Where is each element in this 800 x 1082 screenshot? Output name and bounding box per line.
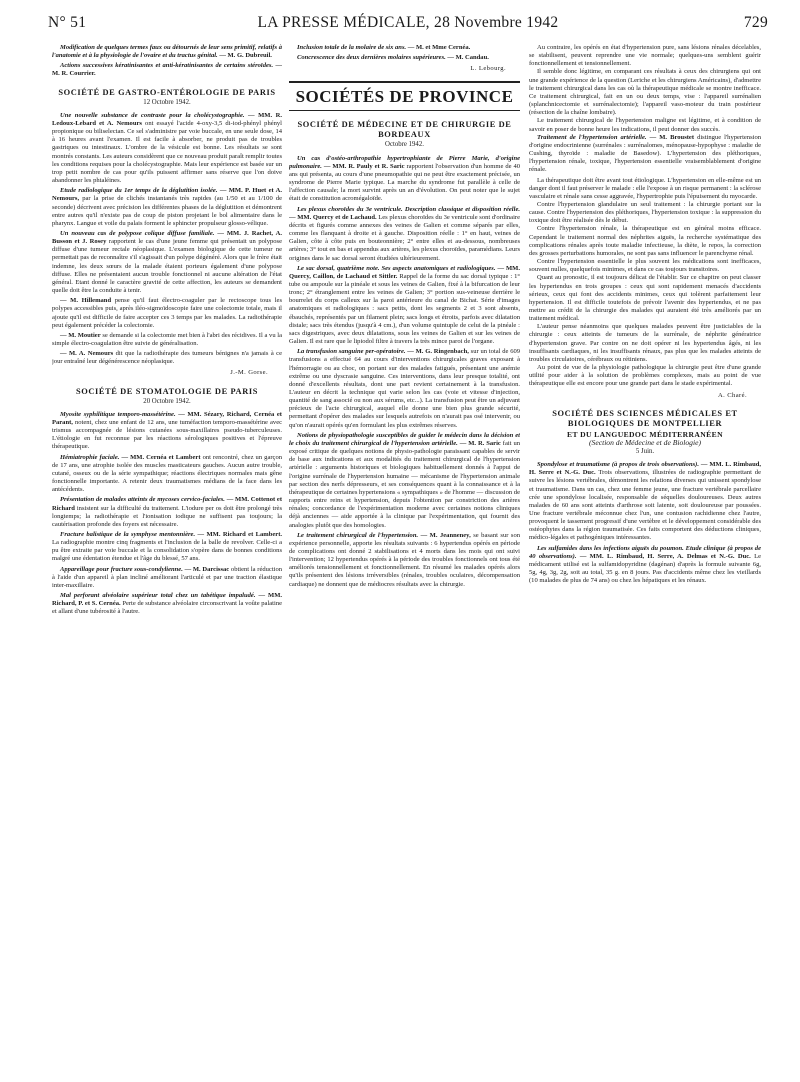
- article-entry: [52, 62, 282, 78]
- society-date-gastro: 12 Octobre 1942.: [143, 98, 191, 106]
- article-authors: — MM. P. Huet et A. Nemours,: [52, 187, 282, 203]
- article-authors: — MM. Cottenot et Richard: [52, 496, 282, 512]
- society-heading-stomatology: SOCIÉTÉ DE STOMATOLOGIE DE PARIS: [76, 386, 258, 396]
- article-entry: [529, 545, 761, 586]
- article-title: Un cas d'ostéo-arthropathie hypertrophiante de Pierre Marie, d'origine pulmonaire.: [289, 154, 520, 170]
- article-entry: [52, 531, 282, 564]
- article-title: Les sulfamides dans les infections aiguës du poumon. Etude clinique (à propos de 40 observations).: [529, 544, 761, 560]
- article-text: sur un total de 609 transfusions a effectué 64 au cours d'interventions chirurgicales graves exposant à l'hémorragie ou au choc, on portant sur des malades fatigués, présentant une anémie extrême ou une dyscrasie sanguine. Ces interventions, dans leur presque totalité, ont donné d'excellents résultats, dont une part revient certainement à la transfusion. L'auteur en décrit la technique qui varie selon les cas (voie et vitesse d'injection, quantité de sang associé ou non aux sérums, etc...). La transfusion peut être un adjuvant précieux de l'acte chirurgical, auquel elle donne une bien plus grande sécurité, permettant d'opérer des malades sur lesquels autrefois on n'aurait pas osé intervenir, ou qu'on n'aurait opérés qu'en formulant les plus extrêmes réserves.: [289, 348, 520, 429]
- article-entry: [529, 134, 761, 175]
- article-title: La transfusion sanguine per-opératoire.: [297, 348, 406, 356]
- article-text: insistent sur la difficulté du traitement. L'iodure per os doit être prolongé très longtemps; la radiothérapie et l'ionisation iodique ne suffisent pas toujours; la cautérisation profonde des foyers est nécessaire.: [52, 504, 282, 528]
- article-entry: [529, 461, 761, 543]
- page-number: 729: [743, 14, 768, 31]
- article-authors: — MM. L. Rimbaud, H. Serre et N.-G. Duc.: [529, 461, 761, 477]
- article-entry: [289, 206, 520, 263]
- column-3-lead: [529, 44, 761, 134]
- article-authors: — MM. L. Rimbaud, H. Serre, A. Delmas et N.-G. Duc.: [579, 552, 751, 560]
- paragraph: Contre l'hypertension rénale, la thérapeutique est en général moins efficace. Cependant le traitement normal des néphrites aiguës, la recherche systématique des complications rénales après toute maladie infectieuse, la diète, le repos, la correction des grosses perturbations humorales, ne sont pas sans influencer le parenchyme rénal.: [529, 225, 761, 257]
- journal-title: LA PRESSE MÉDICALE, 28 Novembre 1942: [257, 14, 559, 31]
- article-title: Concrescence des deux dernières molaires supérieures.: [297, 54, 446, 62]
- article-text: La radiographie montre cinq fragments et l'inclusion de la balle de revolver. Celle-ci a pu être extraite par voie buccale et la consolidation s'opère dans de bonnes conditions malgré une édentation étendue et l'âge du blessé, 57 ans.: [52, 539, 282, 563]
- article-entry: [52, 297, 282, 330]
- gastro-entries: [52, 112, 282, 367]
- article-entry: [289, 432, 520, 530]
- bordeaux-entries: [289, 155, 520, 589]
- column-3-entries-a: [529, 134, 761, 175]
- paragraph: La thérapeutique doit être avant tout étiologique. L'hypertension en elle-même est un danger dont il faut préserver le malade : elle l'expose à un risque permanent : la sclérose vasculaire et rénale sans cesse aggravée, l'hypertrophie puis l'épuisement du myocarde.: [529, 176, 761, 200]
- article-title: Le sac dorsal, quatrième note. Ses aspects anatomiques et radiologiques.: [297, 264, 496, 272]
- article-title: Notions de physiopathologie susceptibles de guider le médecin dans la décision et le choix du traitement chirurgical de l'hypertension artérielle.: [289, 431, 520, 447]
- article-authors: — MM. Richard, P. et S. Cernéa.: [52, 592, 282, 608]
- page-header: [48, 14, 768, 38]
- article-authors: — M. R. Saric: [459, 439, 501, 447]
- article-entry: [52, 566, 282, 590]
- column-3-paragraphs: [529, 177, 761, 389]
- article-title: Le traitement chirurgical de l'hypertension.: [297, 531, 419, 539]
- article-text: Perte de substance alvéolaire circonscrivant la voûte palatine et allant d'une tubérosité à l'autre.: [52, 600, 282, 616]
- article-entry: [52, 230, 282, 295]
- column-3: [529, 44, 761, 1076]
- article-text: fait un exposé critique de quelques notions de physio-pathologie paraissant capables de servir de base aux indications et aux modalités du traitement chirurgical de l'hypertension artérielle : arguments historiques et biologiques habituellement donnés à l'appui de l'origine surrénale de l'hypertension humaine — mécanisme de l'hypertension animale par section des nerfs dépresseurs, et ses conséquences quant à la connaissance et à la thérapeutique de certaines hypertensions « sympathiques » de l'homme — discussion de rapports entre reins et hypertension, depuis l'obtention par constriction des artères rénales; concordance de l'expérimentation moderne avec certaines notions cliniques déjà anciennes — aide apportée à la clinique par l'expérimentation, qui fournit des analogies plutôt que des homologies.: [289, 439, 520, 529]
- article-title: Les plexus choroïdes du 3e ventricule. Description classique et disposition réelle.: [297, 205, 520, 213]
- issue-number: N° 51: [48, 14, 87, 31]
- article-entry: [289, 44, 520, 52]
- article-text: distingue l'hypertension d'origine endocrinienne (surrénales : surrénalomes, ménopause-hypophyse : maladie de Cushing, thyroïde : maladie de Basedow). L'hypertension des pléthoriques, l'hypertension rénale, toxique, l'hypertension essentielle vraisemblablement d'origine rénale.: [529, 133, 761, 174]
- paragraph: Il semble donc légitime, en comparant ces résultats à ceux des chirurgiens qui ont une grande expérience de la question (Leriche et les chirurgiens Américains), d'admettre le traitement chirurgical dans les cas où la thérapeutique médicale se montre inefficace. Ce traitement chirurgical, fait en un ou deux temps, vise : l'appareil surrénalien (splanchnicectomie et surrénalectomie); l'appareil vaso-moteur du train postérieur (résection de la chaîne lombaire).: [529, 68, 761, 117]
- society-date-stomatology: 20 Octobre 1942.: [143, 397, 191, 405]
- article-text: obtient la réduction à l'aide d'un appareil à plan incliné améliorant l'articulé et par une traction élastique inter-maxillaire.: [52, 565, 282, 589]
- article-text: par la prise de clichés instantanés très rapides (au 1/50 et au 1/100 de seconde) décrivent avec précision les différentes phases de la déglutition et démontrent entre autres qu'il n'existe pas de coup de piston projetant le bol alimentaire dans le pharynx. Langue et voile du palais forment le sphincter propulseur glosso-vélique.: [52, 195, 282, 227]
- society-section-montpellier: (Section de Médecine et de Biologie): [589, 437, 701, 447]
- column-1: [52, 44, 282, 1076]
- society-date-bordeaux: Octobre 1942.: [385, 141, 424, 149]
- article-title: Spondylose et traumatisme (à propos de trois observations).: [537, 461, 699, 469]
- article-title: Une nouvelle substance de contraste pour la cholécystographie.: [60, 111, 245, 119]
- article-text: pense qu'il faut électro-coaguler par le rectoscope tous les polypes accessibles puis, après iléo-sigmoïdoscopie faire une colectomie totale, mais il ajoute qu'il est difficile de faire accepter ces 3 temps par les malades. La radiothérapie peut également précéder la colectomie.: [52, 297, 282, 329]
- article-authors: — M. Candau.: [447, 54, 489, 62]
- article-entry: [289, 348, 520, 430]
- article-entry: [52, 112, 282, 185]
- article-entry: [52, 350, 282, 366]
- article-title: Modification de quelques termes faux ou détournés de leur sens primitif, relatifs à l'anatomie et à la physiologie de l'ovaire et du tractus génital.: [52, 44, 282, 60]
- article-authors: — MM. Quercy et de Lachaud.: [289, 213, 377, 221]
- article-authors: — MM. Cernéa et Lambert: [121, 453, 201, 461]
- article-title: Etude radiologique du 1er temps de la déglutition isolée.: [60, 187, 218, 195]
- article-entry: [52, 411, 282, 452]
- article-authors: — M. et Mme Cernéa.: [407, 44, 471, 51]
- article-entry: [52, 454, 282, 495]
- society-date-montpellier: 5 Juin.: [635, 447, 655, 455]
- article-text: rapportent le cas d'une jeune femme qui présentait un polypose diffuse d'une tumeur rectale néoplasique. L'examen biologique de cette tumeur ne permettait pas de reconnaître s'il s'agissait d'un polype dégénéré. Alors que le frère était indemne, les deux sœurs de la malade étaient porteurs également d'une polypose diffuse. Elles ne présentaient aucun trouble fonctionnel ni aucune altération de l'état général. Etant donné le caractère gravité de cette affection, les auteurs se demandent quelle doit être la conduite à tenir.: [52, 238, 282, 295]
- article-authors: — M. Broustet: [649, 133, 695, 141]
- article-text: notent, chez une enfant de 12 ans, une tuméfaction temporo-massétérine avec trismus accompagnée de lésions cutanées sous-maxillaires pseudo-tuberculeuses. L'étiologie en fut reconnue par les réactions sérologiques positives et l'épreuve thérapeutique.: [52, 418, 282, 451]
- article-text: ont rencontré, chez un garçon de 17 ans, une atrophie isolée des muscles masticateurs gauches. Aucun autre trouble, cutané, osseux ou de la série sympathique; réactions électriques normales mais gêne fonctionnelle importante. A retenir deux traumatismes médians de la face dans les antécédents.: [52, 453, 282, 494]
- section-banner: SOCIÉTÉS DE PROVINCE: [289, 81, 520, 111]
- society-subheading-montpellier: ET DU LANGUEDOC MÉDITERRANÉEN: [567, 429, 723, 439]
- article-authors: — MM. Sézary, Richard, Cernéa et Parant,: [52, 410, 282, 426]
- article-title: Fracture balistique de la symphyse mentonnière.: [60, 530, 196, 538]
- montpellier-entries: [529, 461, 761, 585]
- article-entry: [289, 532, 520, 589]
- column-2-top-entries: [289, 44, 520, 62]
- article-title: Myosite syphilitique temporo-massétérine.: [60, 410, 176, 418]
- article-text: dit que la radiothérapie des tumeurs bénignes n'a jamais à ce jour entraîné leur dégénérescence néoplasique.: [52, 350, 282, 366]
- article-authors: — M. Darcissac: [184, 565, 230, 573]
- paragraph: Le traitement chirurgical de l'hypertension maligne est légitime, et à condition de savoir en poser de bonne heure les indications, il peut donner des succès.: [529, 117, 761, 133]
- stomatology-entries: [52, 411, 282, 617]
- article-entry: [289, 265, 520, 347]
- article-entry: [52, 496, 282, 529]
- paragraph: Contre l'hypertension essentielle le plus souvent les médications sont inefficaces, souvent nulles, quelquefois minimes, et dans ce cas toujours transitoires.: [529, 258, 761, 274]
- article-authors: — M. G. Ringenbach,: [407, 348, 469, 356]
- article-authors: — M. R. Courrier.: [52, 62, 282, 78]
- article-title: Appareillage pour fracture sous-condylienne.: [60, 565, 183, 573]
- column-2: [289, 44, 520, 1076]
- article-text: rapportent l'observation d'un homme de 40 ans qui présenta, au cours d'une pneumopathie qui ne peut être exactement précisée, un syndrome de Pierre Marie typique. La marche du syndrome fut parallèle à celle de l'affection causale; la mort survint après un an d'évolution. On peut noter que le sujet était de constitution acromégaloïde.: [289, 162, 520, 203]
- article-authors: — MM. R. Pauly et R. Saric: [323, 162, 405, 170]
- article-text: se demande si la colectomie met bien à l'abri des récidives. Il a vu la simple électro-coagulation être suivie de généralisation.: [52, 331, 282, 347]
- article-text: Trois observations, illustrées de radiographie permettant de suivre les lésions vertébrales, démontrent les relations diverses qui unissent spondylose et traumatisme. Dans un cas, chez une femme jeune, une fracture vertébrale parcellaire crée une spondylose localisée, responsable de séquelles douloureuses. Deux autres malades de 60 ans sont atteints d'arthrose soit latente, soit douloureuse par poussées. Une fracture vertébrale méconnue chez l'un, une contusion rachidienne chez l'autre, provoquent le tassement progressif d'une vertèbre et le développement considérable des ostéophytes dans la région traumatisée. Ces faits comportent des déductions cliniques, médico-légales et pathogéniques intéressantes.: [529, 469, 761, 542]
- paragraph: Au point de vue de la physiologie pathologique la chirurgie peut être d'une grande utilité pour aider à la solution de problèmes complexes, mais au point de vue thérapeutique elle est encore pour une grande part dans le stade expérimental.: [529, 364, 761, 388]
- society-heading-gastro: SOCIÉTÉ DE GASTRO-ENTÉROLOGIE DE PARIS: [58, 87, 276, 97]
- article-authors: — MM. R. Ledoux-Lebard et A. Nemours: [52, 111, 282, 127]
- article-entry: [289, 155, 520, 204]
- article-entry: [52, 592, 282, 616]
- paragraph: Quant au pronostic, il est toujours délicat de l'établir. Sur ce chapitre on peut classer les hypertendus en trois groupes : ceux qui sont rapidement menacés d'accidents sérieux, ceux qui font des accidents minimes, ceux qui tolèrent parfaitement leur hypertension. Il est difficile toutefois de prévoir l'avenir des hypertendus, et ne pas mettre au crédit de la chirurgie des malades qui auraient été très améliorés par un traitement médical.: [529, 274, 761, 323]
- article-entry: [52, 332, 282, 348]
- article-authors: — M. A. Nemours: [60, 350, 114, 358]
- column-1-top-entries: [52, 44, 282, 79]
- article-title: Actions successives kératinisantes et anti-kératinisantes de certains stéroïdes.: [60, 62, 274, 70]
- article-entry: [289, 54, 520, 62]
- article-title: Inclusion totale de la molaire de six ans.: [297, 44, 407, 51]
- society-heading-bordeaux: SOCIÉTÉ DE MÉDECINE ET DE CHIRURGIE DE BORDEAUX: [297, 120, 512, 140]
- article-text: Les plexus choroïdes du 3e ventricule sont d'ordinaire décrits et figurés comme annexes des veines de Galien et comme séparés par elles, comme les flanquant à droite et à gauche. Disposition réelle : 1° en haut, veines de Galien, côte à côte puis en bouteonnière; 2° entre elles et au-dessous, nombreuses artères; 3° tout en bas et appendus aux artères, les plexus choroïdes, paramédians. Leurs origines dans le sac dorsal seront étudiées ultérieurement.: [289, 213, 520, 262]
- article-text: Le médicament utilisé est la sulfamidopyridine (dagénan) d'après la formule suivante 6g, 5g, 4g, 3g, 2g, soit au total, 35 g. en 8 jours. Pas d'accidents même chez les vieillards (10 malades de plus de 74 ans) ou chez les hépatiques et les rénaux.: [529, 552, 761, 585]
- article-authors: — M. G. Dubreuil.: [219, 52, 272, 60]
- article-entry: [52, 44, 282, 60]
- article-authors: — M. Moutier: [60, 331, 101, 339]
- article-title: Hémiatrophie faciale.: [60, 453, 120, 461]
- paragraph: Au contraire, les opérés en état d'hypertension pure, sans lésions rénales décelables, se stabilisent, peuvent reprendre une vie normale; quelques-uns semblent guérir fonctionnellement et tensionnellement.: [529, 44, 761, 68]
- paragraph: L'auteur pense néanmoins que quelques malades peuvent être justiciables de la chirurgie : ceux atteints de tumeurs de la surrénale, de néphrite génératrice d'hypertension grave. Par contre on ne doit opérer ni les hypertendus âgés, ni les insuffisants cardiaques, ni les insuffisants rénaux, pas plus que les malades atteints de troubles circulatoires, cérébraux ou rétiniens.: [529, 323, 761, 363]
- article-authors: — MM. Richard et Lambert.: [197, 530, 282, 538]
- article-title: Présentation de malades atteints de mycoses cervico-faciales.: [60, 496, 225, 504]
- article-title: Traitement de l'hypertension artérielle.: [537, 133, 647, 141]
- article-authors: — MM. J. Rachet, A. Busson et J. Rosey: [52, 229, 282, 246]
- paragraph: Contre l'hypertension glandulaire un seul traitement : la chirurgie portant sur la cause. Contre l'hypertension des pléthoriques, l'hypertension toxique : la suppression du toxique doit être réalisée dès le début.: [529, 200, 761, 225]
- article-text: ont essayé l'acide 4-oxy-3,5 di-iod-phényl phényl propionique ou biliselectan. Ce sel s'administre par voie buccale, en une seule dose, 14 à 16 heures avant l'examen. Il est facile à absorber, ne produit pas de troubles gastriques ou intestinaux. L'ombre de la vésicule est bonne. Les résultats se sont montrés constants. Les auteurs considèrent que ce nouveau produit paraît remplir toutes les conditions requises pour la cholécystographie. Mais leur expérience est basée sur un trop petit nombre de cas pour qu'ils puissent affirmer sans réserve que l'on doive abandonner les phtaléines.: [52, 119, 282, 185]
- article-text: Rappel de la forme du sac dorsal typique : 1° tube ou ampoule sur la pinéale et sous les veines de Galien, fixé à la bifurcation de leur tronc; 2° étranglement entre les veines de Galien; 3° portion sus-veineuse derrière le bourrelet du corps calleux sur la paroi antérieure du canal de Bichat. Série d'images anatomiques et radiologiques : sacs petits, dont les segments 2 et 3 sont absents, ébauchés, représentés par un filament plein; sacs longs et étroits, parfois avec dilatation distale; sacs très étendus (jusqu'à 4 cm.), d'un volume quintuple de celui de la pinéale : sacs digestriques, avec deux dilatations, sous les veines de Galien et sur les veines de Galien. Il est rare que le lipiodol filtre à travers la très mince paroi de l'organe.: [289, 272, 520, 346]
- article-authors: — M. Jeanneney,: [420, 531, 471, 539]
- article-authors: — M. Hillemand: [60, 297, 112, 305]
- article-text: se basant sur son expérience personnelle, apporte les résultats suivants : 6 hypertendus opérés en période de complications ont donné 2 stabilisations et 4 morts dans les mois qui ont suivi l'intervention; 12 hypertendus opérés à la période des troubles fonctionnels ont tous été améliorés tensionnellement et fonctionnellement. En résumé les malades opérés alors qu'ils présentent des lésions irréversibles (rénales, troubles oculaires, décompensation cardiaque) ne donnent que de médiocres résultats avec la chirurgie.: [289, 531, 520, 588]
- article-title: Un nouveau cas de polypose colique diffuse familiale.: [60, 229, 215, 237]
- signature-gorse: J.-M. Gorse.: [230, 369, 268, 377]
- article-title: Mal perforant alvéolaire supérieur total chez un tabétique impaludé.: [60, 592, 256, 600]
- article-authors: — MM. Quercy, Caillon, de Lachaud et Sittler.: [289, 264, 520, 280]
- society-heading-montpellier: SOCIÉTÉ DES SCIENCES MÉDICALES ET BIOLOGIQUES DE MONTPELLIER: [552, 408, 738, 428]
- article-entry: [52, 187, 282, 228]
- signature-lebourg: L. Lebourg.: [470, 65, 506, 73]
- signature-chare: A. Charé.: [717, 391, 747, 399]
